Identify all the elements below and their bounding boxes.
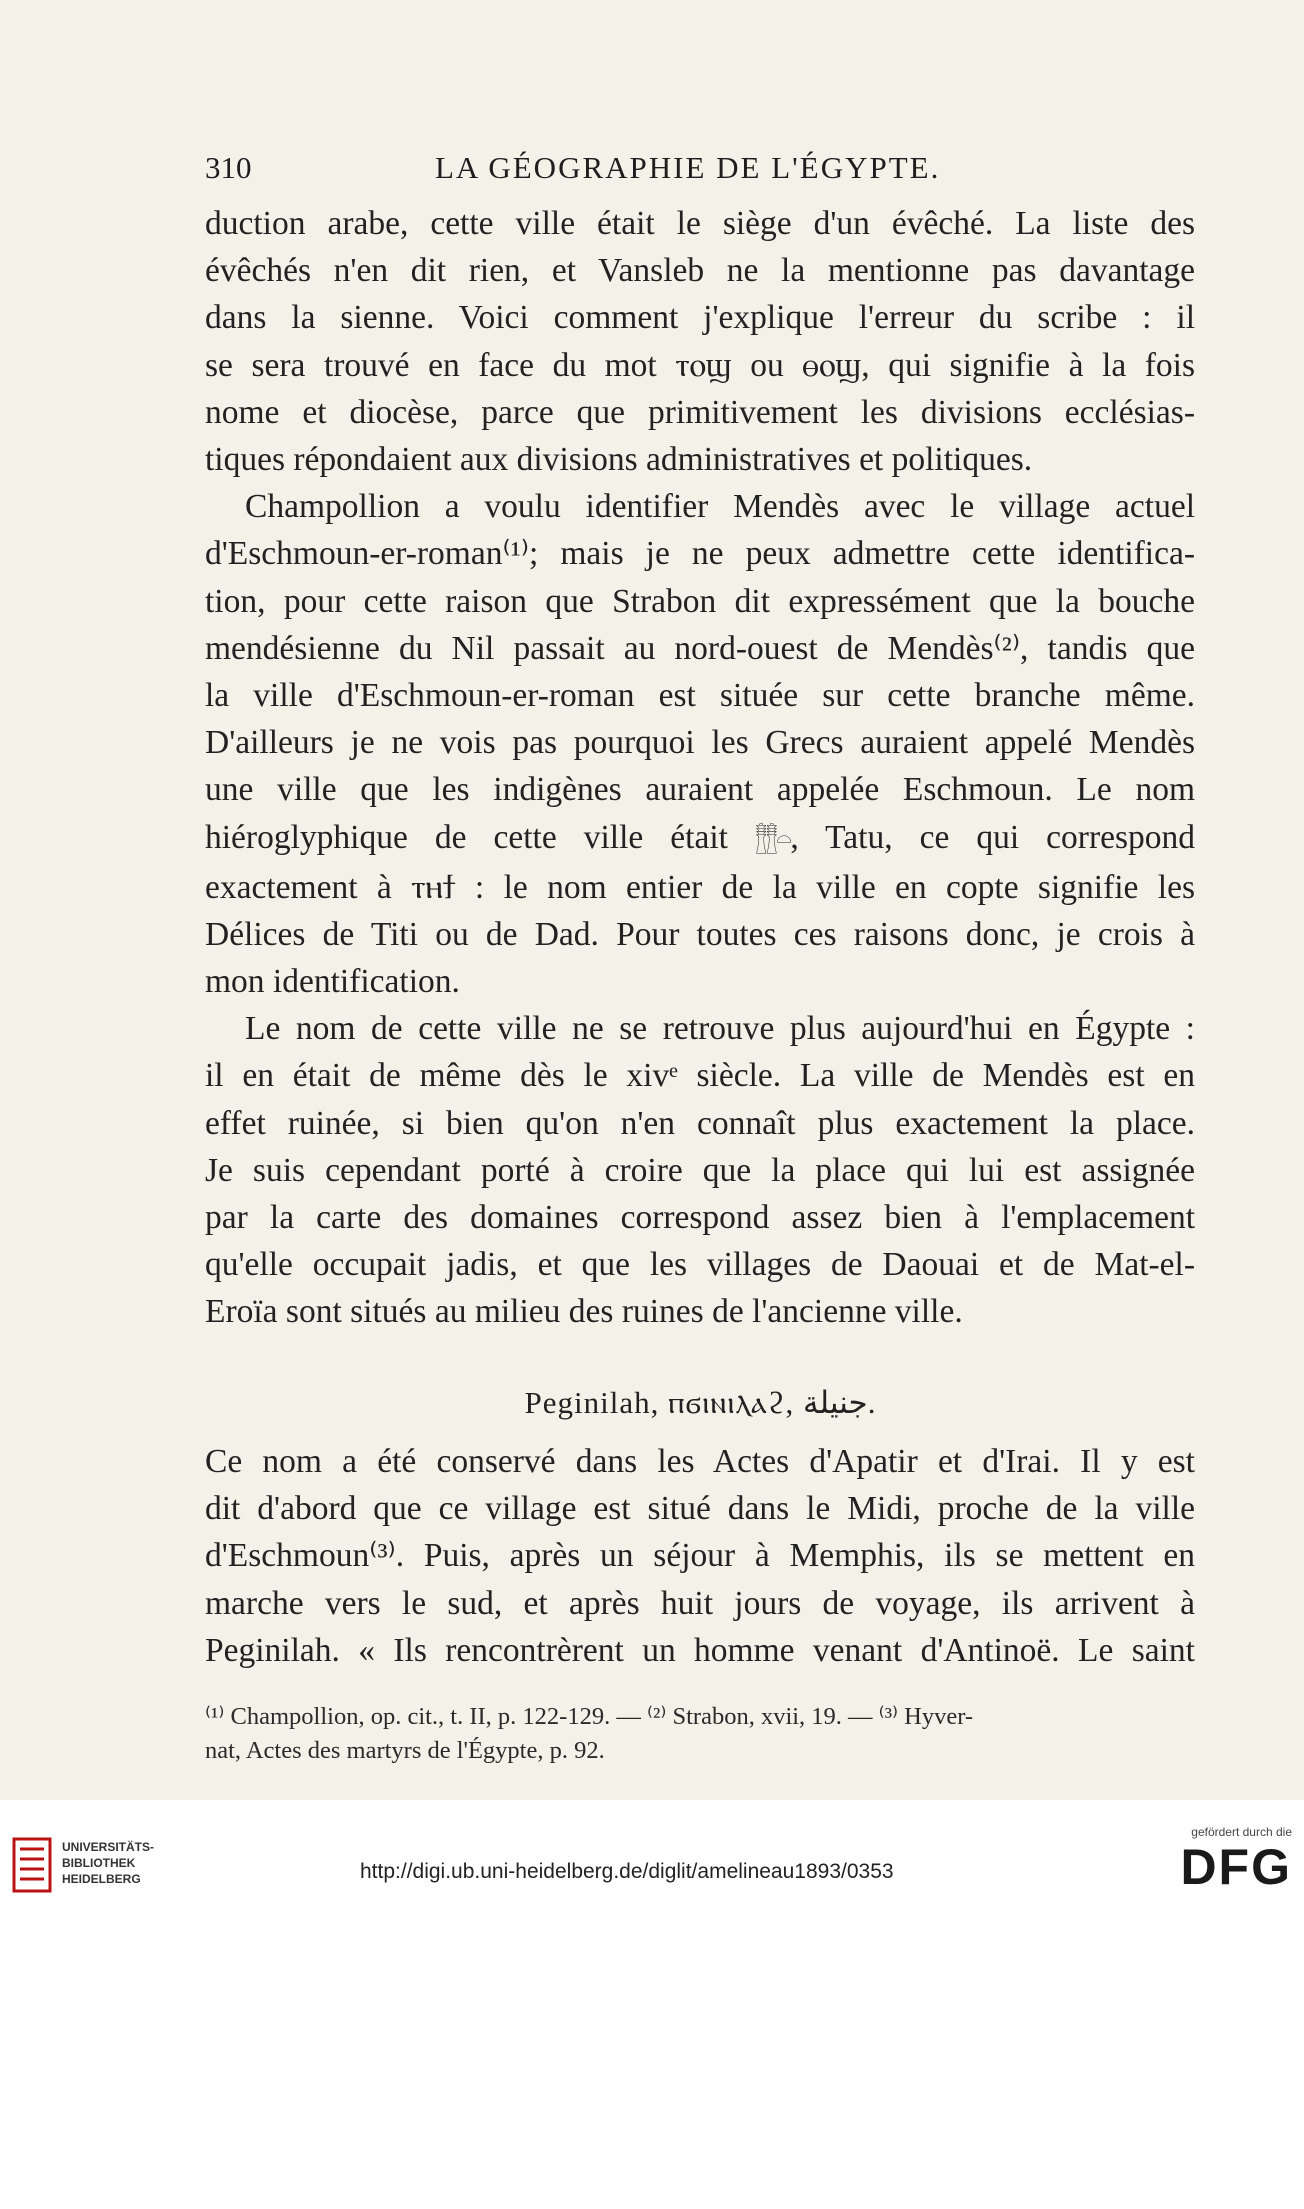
text-line: par la carte des domaines correspond assez bien à l'emplacement [205, 1198, 1195, 1236]
text-line: marche vers le sud, et après huit jours de voyage, ils arrivent à [205, 1584, 1195, 1622]
library-name-line: BIBLIOTHEK [62, 1856, 136, 1870]
footnotes [205, 1700, 1195, 1768]
text-line: D'ailleurs je ne vois pas pourquoi les Grecs auraient appelé Mendès [205, 724, 1195, 762]
text-line: dans la sienne. Voici comment j'explique l'erreur du scribe : il [205, 299, 1195, 337]
text-segment: , Tatu, ce qui correspond [790, 818, 1196, 856]
text-line: Délices de Titi ou de Dad. Pour toutes ces raisons donc, je crois à [205, 915, 1195, 953]
library-name [62, 1839, 154, 1887]
text-line: effet ruinée, si bien qu'on n'en connaît plus exactement la place. [205, 1104, 1195, 1142]
text-line: évêchés n'en dit rien, et Vansleb ne la mentionne pas davantage [205, 252, 1195, 290]
text-line: exactement à ⲧⲏϯ : le nom entier de la ville en copte signifie les [205, 868, 1195, 906]
dfg-logo-text: DFG [1180, 1839, 1292, 1895]
text-line: Peginilah. « Ils rencontrèrent un homme venant d'Antinoë. Le saint [205, 1631, 1195, 1669]
digitization-footer [0, 1800, 1304, 2209]
footnote-line: ⁽¹⁾ Champollion, op. cit., t. II, p. 122-129. — ⁽²⁾ Strabon, xvii, 19. — ⁽³⁾ Hyver- [205, 1703, 974, 1730]
text-line: mon identification. [205, 962, 460, 1000]
text-line: d'Eschmoun-er-roman⁽¹⁾; mais je ne peux admettre cette identifica- [205, 535, 1195, 573]
hieroglyph-glyphs: 𓊽𓊽𓏏 [754, 825, 791, 855]
text-line: Je suis cependant porté à croire que la place qui lui est assignée [205, 1151, 1195, 1189]
main-text-continued [205, 1438, 1195, 1674]
text-line: une ville que les indigènes auraient appelée Eschmoun. Le nom [205, 771, 1195, 809]
library-logo [12, 1835, 192, 1905]
text-line: Ce nom a été conservé dans les Actes d'Apatir et d'Irai. Il y est [205, 1443, 1195, 1480]
library-emblem-icon [12, 1835, 52, 1895]
library-name-line: UNIVERSITÄTS- [62, 1840, 155, 1854]
section-heading: Peginilah, ⲡϭⲓⲛⲓⲗⲁϩ, جنيلة. [524, 1385, 876, 1420]
text-segment: hiéroglyphique de cette ville était [205, 818, 728, 856]
footnote-line: nat, Actes des martyrs de l'Égypte, p. 92. [205, 1737, 605, 1764]
text-line: Champollion a voulu identifier Mendès avec le village actuel [245, 488, 1195, 526]
text-line: Le nom de cette ville ne se retrouve plus aujourd'hui en Égypte : [245, 1010, 1195, 1048]
funder-note: gefördert durch die [1191, 1825, 1292, 1839]
text-line: tiques répondaient aux divisions administratives et politiques. [205, 441, 1033, 479]
text-line: il en était de même dès le xivᵉ siècle. La ville de Mendès est en [205, 1057, 1195, 1095]
text-line: duction arabe, cette ville était le siège d'un évêché. La liste des [205, 205, 1195, 242]
text-line: qu'elle occupait jadis, et que les villages de Daouai et de Mat-el- [205, 1246, 1195, 1284]
text-line: se sera trouvé en face du mot ⲧⲟϣ ou ⲑⲟϣ, qui signifie à la fois [205, 346, 1195, 384]
funder-logo [1142, 1825, 1292, 1905]
text-line-with-hieroglyph [205, 814, 1195, 864]
text-line: mendésienne du Nil passait au nord-ouest de Mendès⁽²⁾, tandis que [205, 629, 1195, 667]
text-line: tion, pour cette raison que Strabon dit expressément que la bouche [205, 582, 1195, 620]
text-line: nome et diocèse, parce que primitivement les divisions ecclésias- [205, 393, 1195, 431]
page-number: 310 [205, 150, 252, 185]
text-line: d'Eschmoun⁽³⁾. Puis, après un séjour à Memphis, ils se mettent en [205, 1537, 1195, 1575]
text-line: Eroïa sont situés au milieu des ruines de l'ancienne ville. [205, 1293, 963, 1331]
running-title: LA GÉOGRAPHIE DE L'ÉGYPTE. [435, 150, 941, 185]
permalink-url[interactable]: http://digi.ub.uni-heidelberg.de/diglit/amelineau1893/0353 [360, 1860, 894, 1883]
main-text [205, 200, 1195, 1336]
page-header [205, 150, 1190, 190]
library-name-line: HEIDELBERG [62, 1872, 141, 1886]
text-line: dit d'abord que ce village est situé dans le Midi, proche de la ville [205, 1490, 1195, 1528]
text-line: la ville d'Eschmoun-er-roman est située sur cette branche même. [205, 677, 1195, 715]
